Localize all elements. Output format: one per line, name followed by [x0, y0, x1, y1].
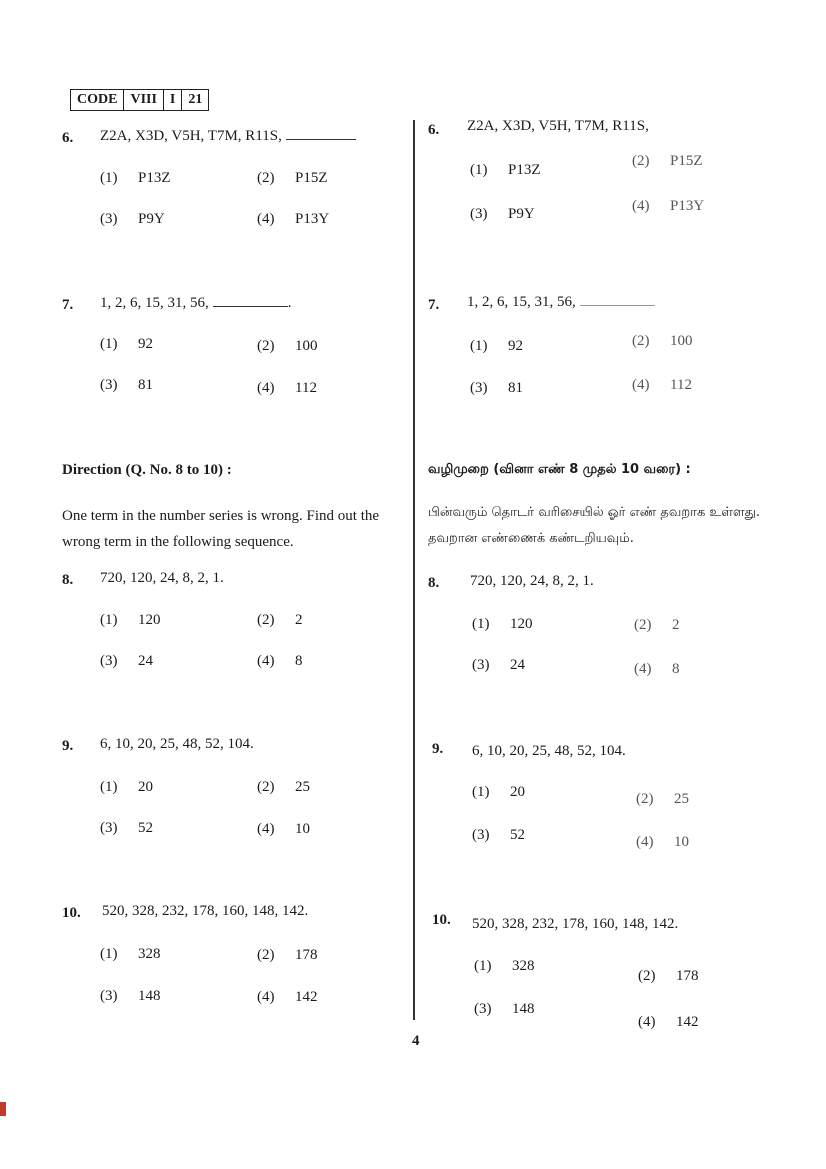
option-4: (4) 8 [634, 661, 680, 677]
question-number: 6. [62, 130, 74, 146]
option-2: (2) 25 [257, 779, 310, 795]
direction-text: One term in the number series is wrong. Find out the wrong term in the following sequence. [62, 508, 380, 550]
option-2: (2) 2 [634, 617, 680, 633]
option-2: (2) 25 [636, 791, 689, 807]
option-1: (1) 120 [100, 612, 161, 628]
option-4: (4) 142 [257, 989, 318, 1005]
question-number: 8. [62, 572, 74, 588]
option-4: (4) 10 [257, 821, 310, 837]
option-4: (4) 112 [257, 380, 317, 396]
question-number: 7. [428, 297, 440, 313]
option-1: (1) 92 [470, 338, 523, 354]
question-number: 9. [432, 741, 444, 757]
option-1: (1) 20 [100, 779, 153, 795]
page-number: 4 [412, 1033, 420, 1049]
direction-text: பின்வரும் தொடர் வரிசையில் ஓர் எண் தவறாக உள்ளது. தவறான எண்ணைக் கண்டறியவும். [428, 505, 761, 546]
option-3: (3) P9Y [100, 211, 165, 227]
option-1: (1) 92 [100, 336, 153, 352]
option-4: (4) P13Y [257, 211, 330, 227]
option-3: (3) 81 [100, 377, 153, 393]
option-4: (4) 112 [632, 377, 692, 393]
question-number: 7. [62, 297, 74, 313]
option-1: (1) P13Z [100, 170, 171, 186]
option-3: (3) 52 [100, 820, 153, 836]
option-2: (2) 178 [638, 968, 699, 984]
question-text: 720, 120, 24, 8, 2, 1. [470, 573, 594, 589]
option-3: (3) 148 [100, 988, 161, 1004]
option-1: (1) 328 [100, 946, 161, 962]
option-2: (2) P15Z [257, 170, 328, 186]
code-label: CODE [71, 90, 124, 110]
option-1: (1) 120 [472, 616, 533, 632]
option-1: (1) 20 [472, 784, 525, 800]
option-3: (3) 24 [472, 657, 525, 673]
direction-heading: Direction (Q. No. 8 to 10) : [62, 462, 232, 478]
question-number: 6. [428, 122, 440, 138]
question-number: 10. [432, 912, 451, 928]
question-text: 520, 328, 232, 178, 160, 148, 142. [472, 916, 679, 932]
option-3: (3) 52 [472, 827, 525, 843]
code-year: 21 [188, 92, 203, 107]
question-text: 1, 2, 6, 15, 31, 56, [467, 294, 655, 311]
code-box [70, 89, 209, 111]
column-divider [413, 120, 415, 1020]
question-text: Z2A, X3D, V5H, T7M, R11S, [100, 128, 356, 145]
question-text: 6, 10, 20, 25, 48, 52, 104. [472, 743, 626, 759]
option-2: (2) 100 [257, 338, 318, 354]
option-2: (2) 100 [632, 333, 693, 349]
option-3: (3) 81 [470, 380, 523, 396]
option-4: (4) 10 [636, 834, 689, 850]
code-class: VIII [124, 90, 163, 110]
direction-heading: வழிமுறை (வினா எண் 8 முதல் 10 வரை) : [428, 462, 691, 477]
scan-edge-mark [0, 1102, 6, 1116]
question-text: 520, 328, 232, 178, 160, 148, 142. [102, 903, 309, 919]
question-text: 1, 2, 6, 15, 31, 56, . [100, 295, 292, 311]
option-1: (1) P13Z [470, 162, 541, 178]
question-text: Z2A, X3D, V5H, T7M, R11S, [467, 118, 649, 134]
option-3: (3) P9Y [470, 206, 535, 222]
option-1: (1) 328 [474, 958, 535, 974]
question-number: 9. [62, 738, 74, 754]
option-2: (2) 178 [257, 947, 318, 963]
option-4: (4) 8 [257, 653, 303, 669]
code-section: I [164, 90, 182, 110]
option-3: (3) 148 [474, 1001, 535, 1017]
question-text: 6, 10, 20, 25, 48, 52, 104. [100, 736, 254, 752]
option-2: (2) 2 [257, 612, 303, 628]
option-4: (4) 142 [638, 1014, 699, 1030]
option-3: (3) 24 [100, 653, 153, 669]
question-number: 10. [62, 905, 81, 921]
question-text: 720, 120, 24, 8, 2, 1. [100, 570, 224, 586]
option-4: (4) P13Y [632, 198, 705, 214]
option-2: (2) P15Z [632, 153, 703, 169]
question-number: 8. [428, 575, 440, 591]
